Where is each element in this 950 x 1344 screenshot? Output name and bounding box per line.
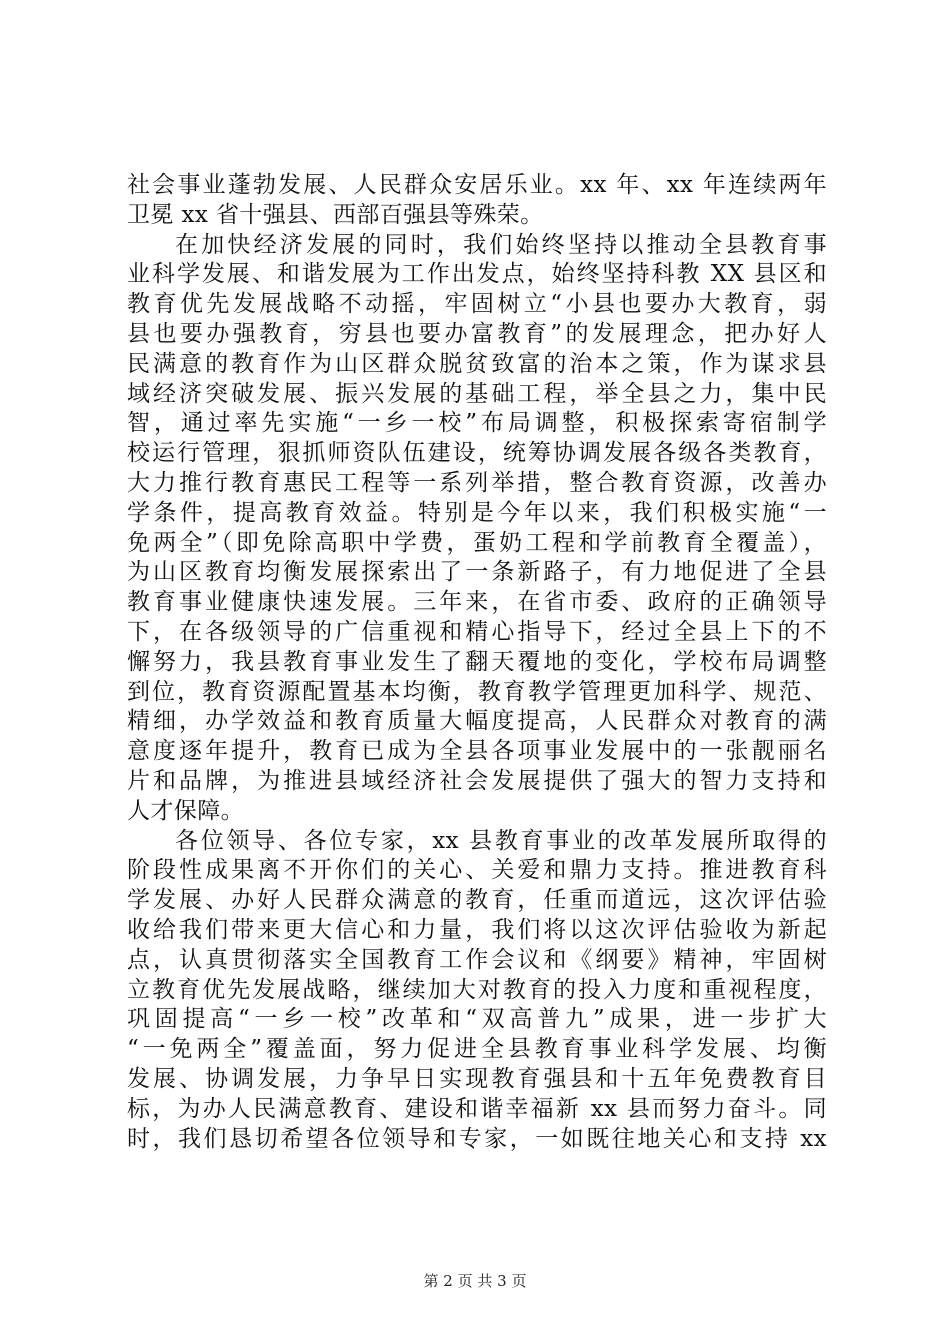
text-line: 为山区教育均衡发展探索出了一条新路子，有力地促进了全县 <box>127 559 827 586</box>
text-line: 懈努力，我县教育事业发生了翻天覆地的变化，学校布局调整 <box>127 648 827 675</box>
text-line: 人才保障。 <box>127 797 244 824</box>
text-line: 教育事业健康快速发展。三年来，在省市委、政府的正确领导 <box>127 589 827 616</box>
text-line: 免两全”（即免除高职中学费，蛋奶工程和学前教育全覆盖）， <box>127 529 827 556</box>
text-line: 标，为办人民满意教育、建设和谐幸福新 xx 县而努力奋斗。同 <box>127 1095 827 1122</box>
text-line: 精细，办学效益和教育质量大幅度提高，人民群众对教育的满 <box>127 708 827 735</box>
paragraph-first-line: 在加快经济发展的同时，我们始终坚持以推动全县教育事 <box>175 231 827 258</box>
text-line: “一免两全”覆盖面，努力促进全县教育事业科学发展、均衡 <box>127 1036 827 1063</box>
text-line: 片和品牌，为推进县域经济社会发展提供了强大的智力支持和 <box>127 767 827 794</box>
text-line: 下，在各级领导的广信重视和精心指导下，经过全县上下的不 <box>127 618 827 645</box>
text-line: 巩固提高“一乡一校”改革和“双高普九”成果，进一步扩大 <box>127 1006 827 1033</box>
page-number-footer: 第 2 页 共 3 页 <box>423 1272 527 1290</box>
text-line: 民满意的教育作为山区群众脱贫致富的治本之策，作为谋求县 <box>127 350 827 377</box>
text-line: 意度逐年提升，教育已成为全县各项事业发展中的一张靓丽名 <box>127 738 827 765</box>
text-line: 点，认真贯彻落实全国教育工作会议和《纲要》精神，牢固树 <box>127 946 827 973</box>
text-line: 立教育优先发展战略，继续加大对教育的投入力度和重视程度， <box>127 976 827 1003</box>
text-line: 校运行管理，狠抓师资队伍建设，统筹协调发展各级各类教育， <box>127 440 827 467</box>
text-line: 教育优先发展战略不动摇，牢固树立“小县也要办大教育，弱 <box>127 291 827 318</box>
text-line: 业科学发展、和谐发展为工作出发点，始终坚持科教 XX 县区和 <box>127 261 827 288</box>
text-line: 卫冕 xx 省十强县、西部百强县等殊荣。 <box>127 201 544 228</box>
text-line: 域经济突破发展、振兴发展的基础工程，举全县之力，集中民 <box>127 380 827 407</box>
text-line: 学发展、办好人民群众满意的教育，任重而道远，这次评估验 <box>127 887 827 914</box>
text-line: 到位，教育资源配置基本均衡，教育教学管理更加科学、规范、 <box>127 678 827 705</box>
text-line: 时，我们恳切希望各位领导和专家，一如既往地关心和支持 xx <box>127 1125 827 1152</box>
text-line: 学条件，提高教育效益。特别是今年以来，我们积极实施“一 <box>127 499 827 526</box>
text-line: 县也要办强教育，穷县也要办富教育”的发展理念，把办好人 <box>127 320 827 347</box>
text-line: 大力推行教育惠民工程等一系列举措，整合教育资源，改善办 <box>127 469 827 496</box>
paragraph-first-line: 各位领导、各位专家，xx 县教育事业的改革发展所取得的 <box>175 827 827 854</box>
text-line: 阶段性成果离不开你们的关心、关爱和鼎力支持。推进教育科 <box>127 857 827 884</box>
document-body <box>127 171 827 1154</box>
text-line: 收给我们带来更大信心和力量，我们将以这次评估验收为新起 <box>127 916 827 943</box>
text-line: 社会事业蓬勃发展、人民群众安居乐业。xx 年、xx 年连续两年 <box>127 172 827 198</box>
text-line: 发展、协调发展，力争早日实现教育强县和十五年免费教育目 <box>127 1065 827 1092</box>
text-line: 智，通过率先实施“一乡一校”布局调整，积极探索寄宿制学 <box>127 410 827 437</box>
